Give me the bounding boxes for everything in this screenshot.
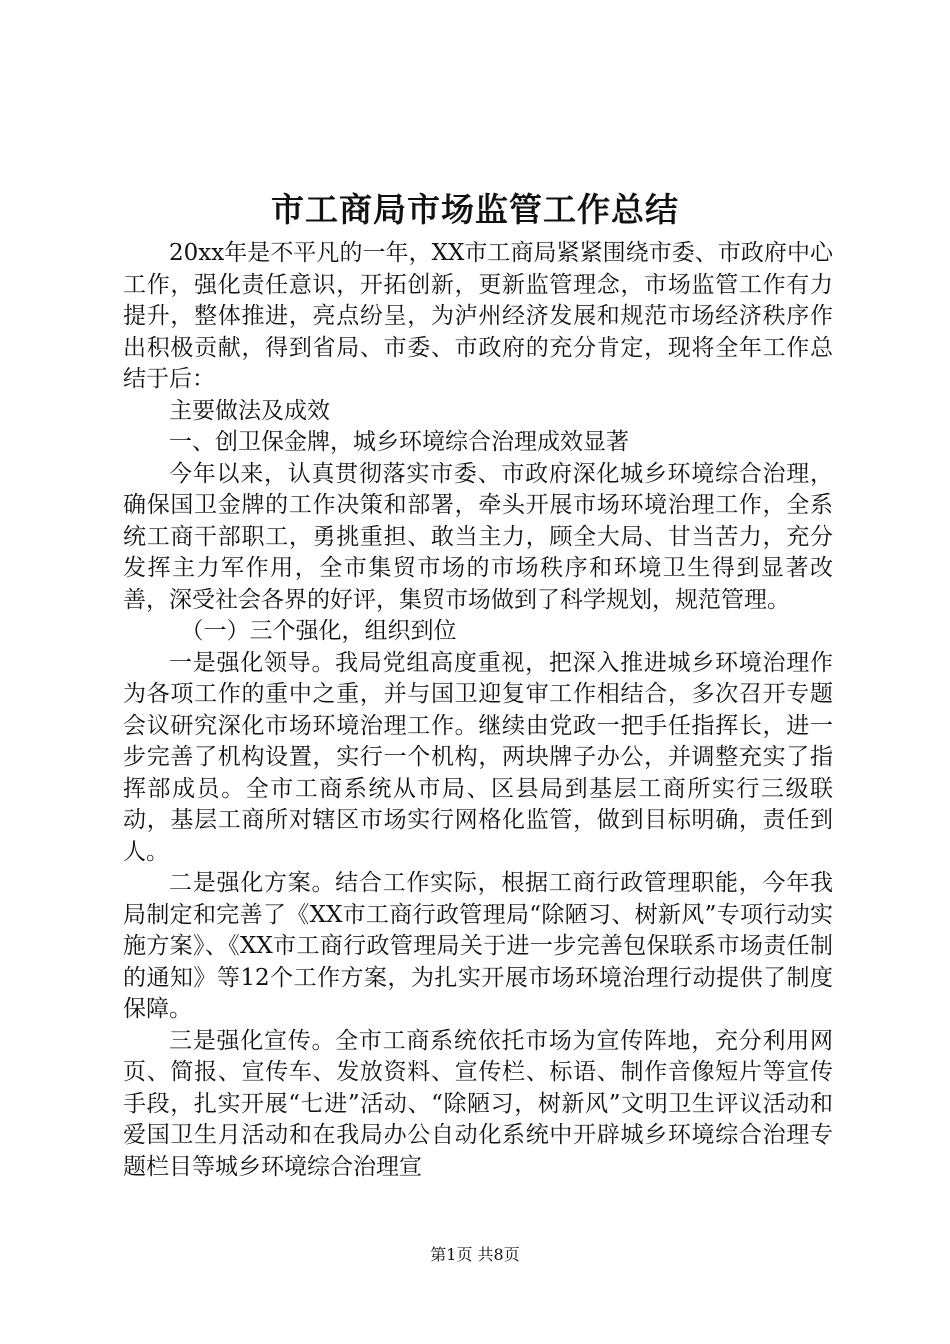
section-heading-1: 一、创卫保金牌，城乡环境综合治理成效显著 — [169, 429, 629, 455]
section-heading-main: 主要做法及成效 — [169, 397, 330, 424]
document-body — [123, 238, 833, 1183]
document-title: 市工商局市场监管工作总结 — [271, 190, 679, 229]
intro-paragraph: 20xx年是不平凡的一年，XX市工商局紧紧围绕市委、市政府中心工作，强化责任意识，开拓创新，更新监管理念，市场监管工作有力提升，整体推进，亮点纷呈，为泸州经济发展和规范市场经济秩序作出积极贡献，得到省局、市委、市政府的充分肯定，现将全年工作总结于后： — [123, 240, 833, 392]
paragraph-publicity: 三是强化宣传。全市工商系统依托市场为宣传阵地，充分利用网页、简报、宣传车、发放资料、宣传栏、标语、制作音像短片等宣传手段，扎实开展“七进”活动、“除陋习，树新风”文明卫生评议活动和爱国卫生月活动和在我局办公自动化系统中开辟城乡环境综合治理专题栏目等城乡环境综合治理宣 — [123, 1027, 833, 1180]
subsection-heading-1: （一）三个强化，组织到位 — [180, 618, 457, 644]
paragraph-plans: 二是强化方案。结合工作实际，根据工商行政管理职能，今年我局制定和完善了《XX市工商行政管理局“除陋习、树新风”专项行动实施方案》、《XX市工商行政管理局关于进一步完善包保联系市场责任制的通知》等12个工作方案，为扎实开展市场环境治理行动提供了制度保障。 — [123, 870, 833, 1022]
page-footer: 第1页 共8页 — [430, 1245, 520, 1264]
section-1-paragraph: 今年以来，认真贯彻落实市委、市政府深化城乡环境综合治理，确保国卫金牌的工作决策和部署，牵头开展市场环境治理工作，全系统工商干部职工，勇挑重担、敢当主力，顾全大局、甘当苦力，充分发挥主力军作用，全市集贸市场的市场秩序和环境卫生得到显著改善，深受社会各界的好评，集贸市场做到了科学规划，规范管理。 — [123, 460, 833, 613]
paragraph-leadership: 一是强化领导。我局党组高度重视，把深入推进城乡环境治理作为各项工作的重中之重，并与国卫迎复审工作相结合，多次召开专题会议研究深化市场环境治理工作。继续由党政一把手任指挥长，进一步完善了机构设置，实行一个机构，两块牌子办公，并调整充实了指挥部成员。全市工商系统从市局、区县局到基层工商所实行三级联动，基层工商所对辖区市场实行网格化监管，做到目标明确，责任到人。 — [123, 649, 833, 865]
